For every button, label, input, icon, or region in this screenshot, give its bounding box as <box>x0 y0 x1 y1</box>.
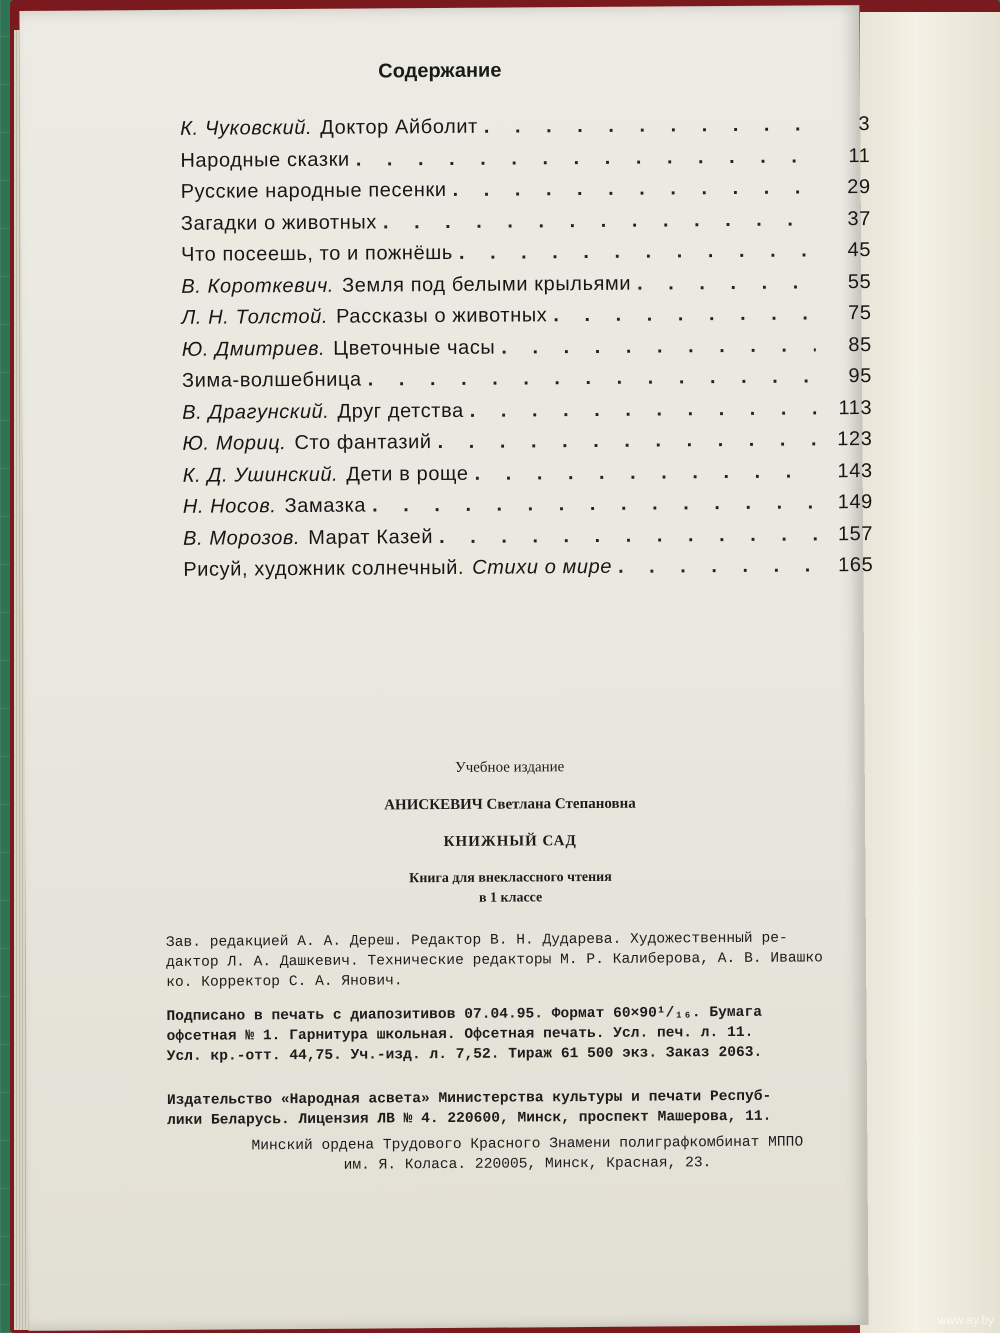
toc-entry-title: Доктор Айболит <box>320 115 478 139</box>
toc-entry-title: Народные сказки <box>180 148 350 172</box>
book-subtitle <box>135 866 885 911</box>
toc-entry-page: 85 <box>848 333 872 356</box>
toc-leader-dots <box>372 491 817 517</box>
printer-line: им. Я. Коласа. 220005, Минск, Красная, 23. <box>343 1155 712 1174</box>
toc-entry-title: Замазка <box>284 494 367 518</box>
editors-paragraph <box>166 928 886 993</box>
printer-line: Минский ордена Трудового Красного Знамени полиграфкомбинат МППО <box>251 1134 804 1155</box>
print-details <box>166 1002 886 1067</box>
subtitle-line: Книга для внеклассного чтения <box>409 869 612 887</box>
editors-line: ко. Корректор С. А. Янович. <box>166 973 403 991</box>
toc-entry <box>181 176 871 212</box>
book-title: КНИЖНЫЙ САД <box>443 833 577 851</box>
toc-entry <box>180 113 870 149</box>
toc-leader-dots <box>474 460 816 485</box>
author-name: АНИСКЕВИЧ Светлана Степановна <box>384 795 636 814</box>
toc-entry-title: Зима-волшебница <box>181 368 362 392</box>
toc-leader-dots <box>470 397 817 422</box>
toc-leader-dots <box>452 176 814 202</box>
toc-entry-title: Загадки о животных <box>180 210 377 235</box>
print-line: Подписано в печать с диапозитивов 07.04.95. Формат 60×90¹/₁₆. Бумага <box>166 1004 763 1025</box>
printer-info <box>167 1132 887 1177</box>
toc-entry-author: К. Д. Ушинский. <box>182 463 339 487</box>
toc-leader-dots <box>368 365 816 391</box>
watermark: www.ay.by <box>937 1313 994 1327</box>
toc-entry-title: Рассказы о животных <box>336 304 548 328</box>
toc-entry-page: 45 <box>847 239 872 262</box>
toc-entry-title: Марат Казей <box>308 525 434 549</box>
edition-type: Учебное издание <box>455 759 565 776</box>
editors-line: дактор Л. А. Дашкевич. Технические редакторы М. Р. Калиберова, А. В. Ивашко <box>165 950 823 971</box>
toc-entry-page: 11 <box>848 144 871 167</box>
toc-leader-dots <box>439 523 817 549</box>
toc-entry-author: В. Драгунский. <box>182 400 330 424</box>
toc-entry-author: В. Морозов. <box>183 526 301 550</box>
toc-leader-dots <box>383 208 815 234</box>
toc-entry-title: Цветочные часы <box>333 336 496 360</box>
toc-leader-dots <box>637 271 815 295</box>
toc-entry-title: Что посеешь, то и пожнёшь <box>181 241 453 266</box>
toc-entry <box>181 208 871 244</box>
toc-entry <box>181 271 871 307</box>
toc-entry-author: Н. Носов. <box>182 495 277 518</box>
table-of-contents <box>180 113 873 590</box>
toc-entry-author: Л. Н. Толстой. <box>181 305 329 329</box>
toc-leader-dots <box>438 428 817 454</box>
toc-entry-title: Дети в роще <box>346 462 469 486</box>
toc-entry-author: В. Короткевич. <box>181 274 335 298</box>
editors-line: Зав. редакцией А. А. Дереш. Редактор В. Н. Дударева. Художественный ре- <box>165 930 788 951</box>
toc-entry-page: 165 <box>838 554 874 577</box>
toc-entry-author: К. Чуковский. <box>180 116 313 140</box>
toc-title: Содержание <box>378 59 502 83</box>
toc-entry-page: 149 <box>837 491 873 514</box>
toc-entry-page: 55 <box>847 270 872 293</box>
toc-leader-dots <box>484 113 814 138</box>
toc-leader-dots <box>501 334 816 359</box>
toc-entry-title: Друг детства <box>337 399 464 423</box>
toc-entry-author: Ю. Мориц. <box>182 432 287 455</box>
toc-entry <box>182 365 872 401</box>
print-line: офсетная № 1. Гарнитура школьная. Офсетная печать. Усл. печ. л. 11. <box>166 1024 754 1045</box>
print-line: Усл. кр.-отт. 44,75. Уч.-изд. л. 7,52. Тираж 61 500 экз. Заказ 2063. <box>166 1044 763 1065</box>
toc-entry-title: Русские народные песенки <box>180 178 447 203</box>
book-page <box>19 5 874 1331</box>
toc-entry-page: 123 <box>837 428 873 451</box>
toc-entry-page: 113 <box>838 396 873 419</box>
toc-entry <box>183 460 873 496</box>
toc-entry-page: 37 <box>847 207 871 230</box>
toc-leader-dots <box>553 302 815 327</box>
toc-entry <box>181 302 871 338</box>
toc-entry-subtitle: Стихи о мире <box>472 555 613 579</box>
publisher-info <box>167 1086 887 1131</box>
publisher-line: Издательство «Народная асвета» Министерства культуры и печати Респуб- <box>166 1088 772 1109</box>
toc-entry <box>183 491 873 527</box>
toc-leader-dots <box>459 239 815 264</box>
toc-entry-author: Ю. Дмитриев. <box>181 337 326 361</box>
publisher-line: лики Беларусь. Лицензия ЛВ № 4. 220600, Минск, проспект Машерова, 11. <box>167 1108 772 1129</box>
toc-entry-title: Сто фантазий <box>294 431 432 455</box>
toc-entry <box>182 428 872 464</box>
toc-leader-dots <box>356 145 815 171</box>
toc-leader-dots <box>618 554 817 578</box>
subtitle-line: в 1 классе <box>478 890 543 906</box>
toc-entry-title: Земля под белыми крыльями <box>341 272 632 297</box>
toc-entry-page: 143 <box>837 459 873 482</box>
toc-entry-title: Рисуй, художник солнечный. <box>183 556 465 581</box>
toc-entry-page: 75 <box>848 302 872 325</box>
toc-entry <box>183 523 873 559</box>
toc-entry <box>182 397 872 433</box>
toc-entry-page: 95 <box>848 365 873 388</box>
toc-entry-page: 3 <box>858 113 871 136</box>
imprint <box>165 757 888 1177</box>
toc-entry <box>181 239 871 275</box>
toc-entry-page: 157 <box>837 522 874 545</box>
toc-entry <box>180 145 870 181</box>
toc-entry <box>183 554 873 590</box>
toc-entry <box>182 334 872 370</box>
toc-entry-page: 29 <box>847 176 871 199</box>
